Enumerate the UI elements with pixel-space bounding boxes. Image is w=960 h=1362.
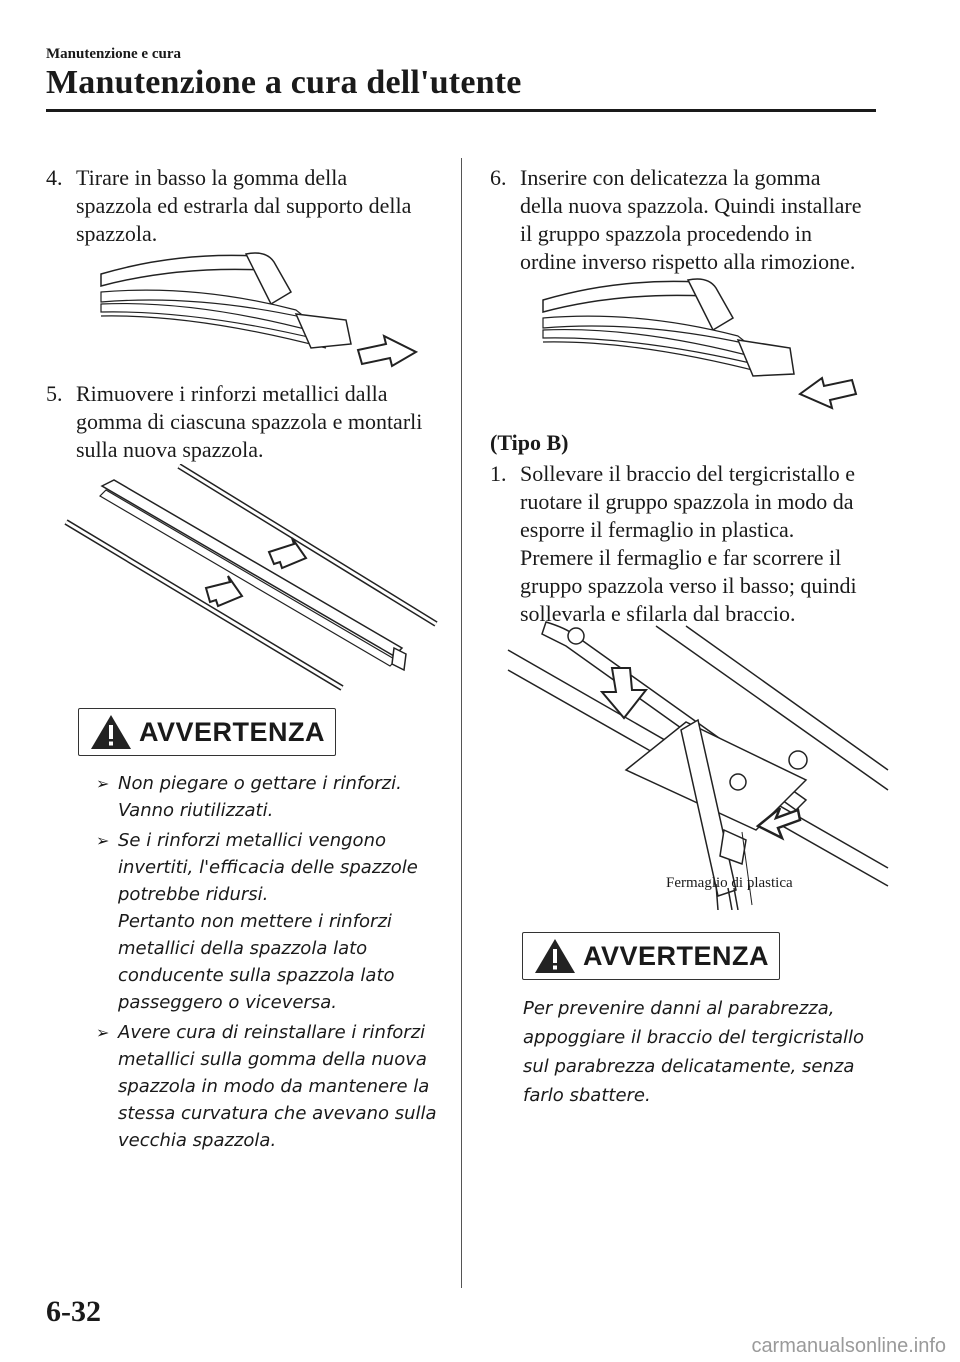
step-line: il gruppo spazzola procedendo in: [520, 221, 813, 246]
step-line: esporre il fermaglio in plastica.: [520, 517, 795, 542]
note-line: conducente sulla spazzola lato: [118, 965, 395, 986]
step-line: Tirare in basso la gomma della: [76, 165, 348, 190]
step-number: 1.: [490, 461, 507, 486]
figure-pull-rubber: [96, 244, 426, 374]
note-line: Pertanto non mettere i rinforzi: [118, 911, 392, 932]
warning-label: AVVERTENZA: [583, 940, 770, 971]
step-line: Rimuovere i rinforzi metallici dalla: [76, 381, 388, 406]
note-line: farlo sbattere.: [523, 1085, 651, 1106]
arrow-bullet-icon: ➢: [96, 831, 110, 850]
note-line: metallici sulla gomma della nuova: [118, 1049, 427, 1070]
note-line: Non piegare o gettare i rinforzi.: [118, 773, 402, 794]
note-line: potrebbe ridursi.: [118, 884, 269, 905]
step-line: Inserire con delicatezza la gomma: [520, 165, 821, 190]
warning-box: [78, 708, 336, 756]
section-label: Manutenzione e cura: [46, 46, 181, 62]
step-line: ruotare il gruppo spazzola in modo da: [520, 489, 854, 514]
step-number: 6.: [490, 165, 507, 190]
note-line: invertiti, l'efficacia delle spazzole: [118, 857, 418, 878]
note-line: Per prevenire danni al parabrezza,: [523, 998, 835, 1019]
note-line: stessa curvatura che avevano sulla: [118, 1103, 437, 1124]
note-line: Vanno riutilizzati.: [118, 800, 274, 821]
step-5: [46, 380, 446, 464]
note-line: metallici della spazzola lato: [118, 938, 368, 959]
warning-label: AVVERTENZA: [139, 716, 326, 747]
step-line: ordine inverso rispetto alla rimozione.: [520, 249, 856, 274]
warning-notes: [96, 770, 446, 1157]
figure-metal-reinforcements: [64, 464, 444, 694]
note-line: Avere cura di reinstallare i rinforzi: [118, 1022, 426, 1043]
note-line: spazzola in modo da mantenere la: [118, 1076, 430, 1097]
step-line: Premere il fermaglio e far scorrere il: [520, 545, 842, 570]
step-number: 4.: [46, 165, 63, 190]
arrow-bullet-icon: ➢: [96, 774, 110, 793]
step-line: sulla nuova spazzola.: [76, 437, 264, 462]
warning-note: [523, 994, 883, 1110]
arrow-bullet-icon: ➢: [96, 1023, 110, 1042]
step-1: [490, 460, 890, 628]
step-line: sollevarla e sfilarla dal braccio.: [520, 601, 796, 626]
note-item: [96, 827, 446, 1016]
section-subheading: (Tipo B): [490, 430, 569, 455]
page-title: Manutenzione a cura dell'utente: [46, 64, 522, 101]
watermark: carmanualsonline.info: [751, 1335, 946, 1357]
step-4: [46, 164, 446, 248]
step-line: Sollevare il braccio del tergicristallo e: [520, 461, 855, 486]
note-line: vecchia spazzola.: [118, 1130, 277, 1151]
figure-label: Fermaglio di plastica: [666, 875, 793, 891]
figure-plastic-clip: [506, 620, 890, 910]
step-line: spazzola.: [76, 221, 158, 246]
warning-icon: [89, 712, 133, 752]
step-line: gruppo spazzola verso il basso; quindi: [520, 573, 857, 598]
warning-icon: [533, 936, 577, 976]
note-line: passeggero o viceversa.: [118, 992, 337, 1013]
step-line: gomma di ciascuna spazzola e montarli: [76, 409, 423, 434]
warning-box: [522, 932, 780, 980]
step-line: spazzola ed estrarla dal supporto della: [76, 193, 412, 218]
note-item: [96, 770, 446, 824]
note-item: [96, 1019, 446, 1154]
note-line: appoggiare il braccio del tergicristallo: [523, 1027, 865, 1048]
column-divider: [461, 158, 462, 1288]
step-number: 5.: [46, 381, 63, 406]
title-rule: [46, 109, 876, 112]
step-line: della nuova spazzola. Quindi installare: [520, 193, 862, 218]
note-line: sul parabrezza delicatamente, senza: [523, 1056, 855, 1077]
note-line: Se i rinforzi metallici vengono: [118, 830, 386, 851]
figure-insert-rubber: [538, 270, 868, 420]
step-6: [490, 164, 890, 276]
page-number: 6-32: [46, 1295, 101, 1328]
